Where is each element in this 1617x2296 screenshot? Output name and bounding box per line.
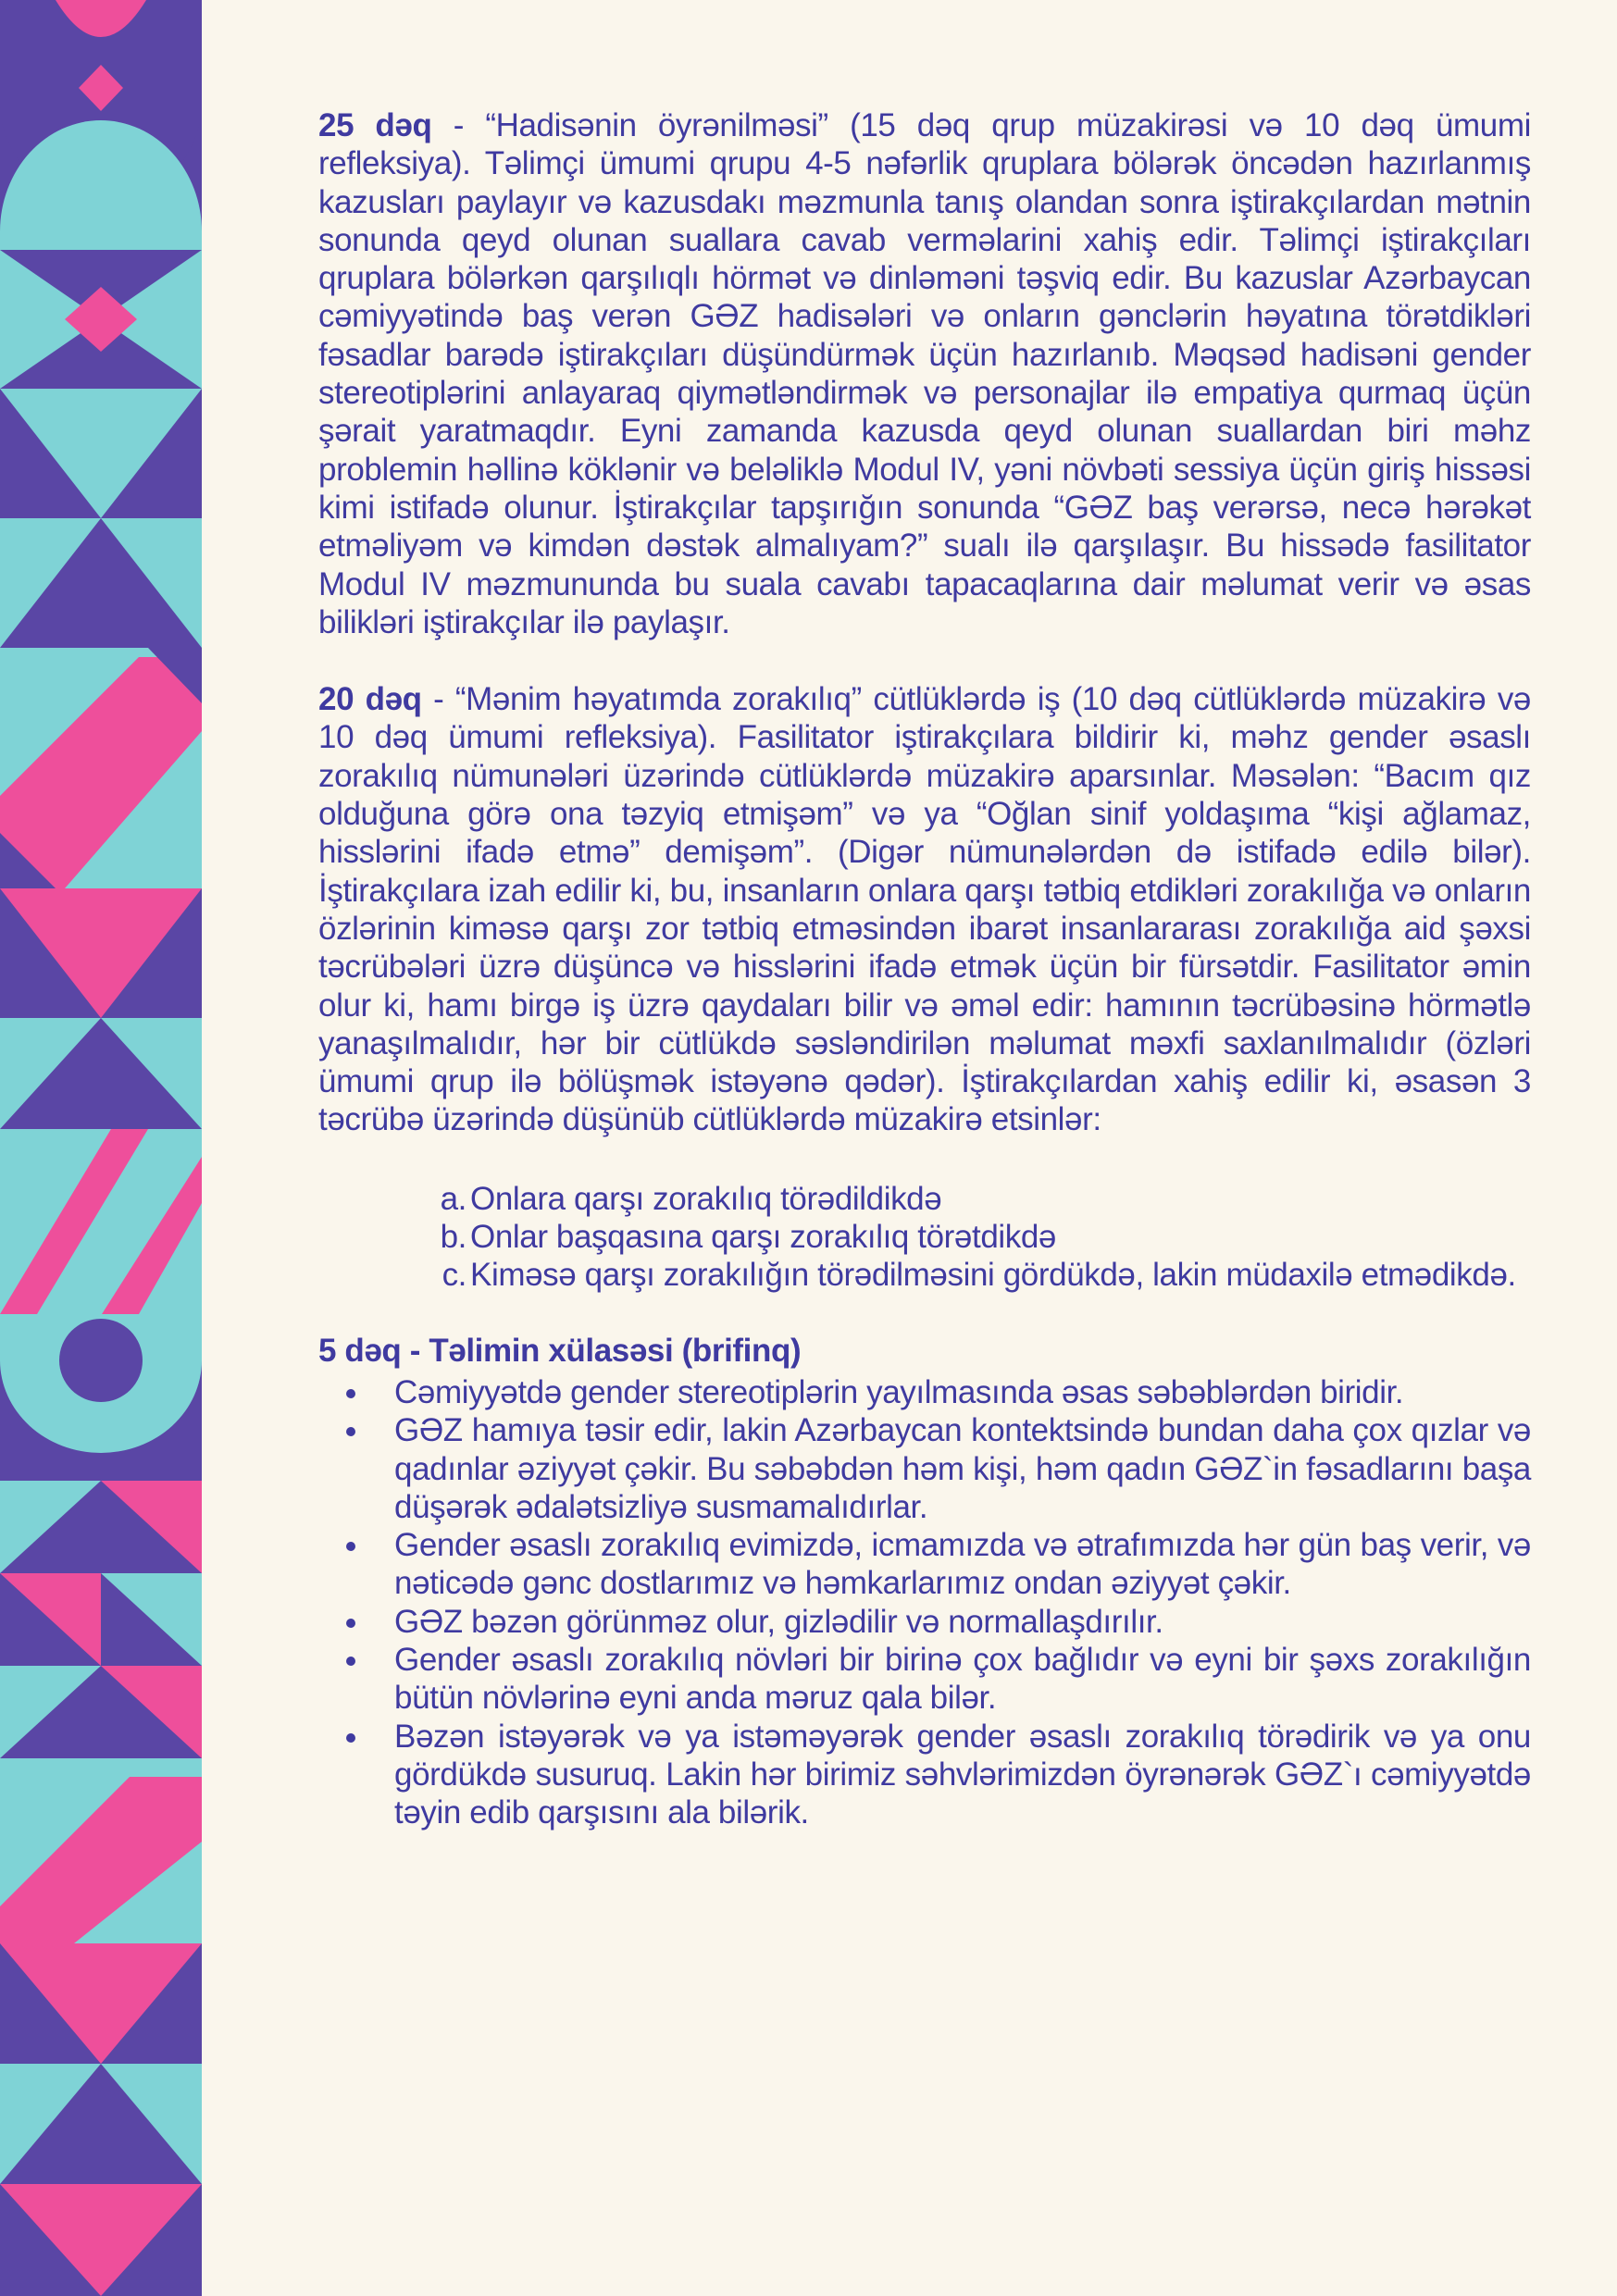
bullet-text: GƏZ hamıya təsir edir, lakin Azərbaycan kontektsində bundan daha çox qızlar və qadınlar əziyyət çəkir. Bu səbəbdən həm kişi, həm qadın GƏZ`in fəsadlarını başa düşərək ədalətsizliyə susmamalıdırlar. (394, 1412, 1531, 1525)
list-item (339, 1411, 1531, 1526)
case-study-paragraph (318, 106, 1531, 641)
pairs-text: - “Mənim həyatımda zorakılıq” cütlüklərdə iş (10 dəq cütlüklərdə müzakirə və 10 dəq ümumi refleksiya). Fasilitator iştirakçılara bildirir ki, məhz gender əsaslı zorakılıq nümunələri üzərində cütlüklərdə müzakirə aparsınlar. Məsələn: “Bacım qız olduğuna görə ona təzyiq etmişəm” və ya “Oğlan sinif yoldaşıma “kişi ağlamaz, hisslərini ifadə etmə” demişəm”. (Digər nümunələrdən də istifadə edilə bilər). İştirakçılara izah edilir ki, bu, insanların onlara qarşı tətbiq etdikləri zorakılığa və onların özlərinin kiməsə qarşı zor tətbiq etməsindən ibarət insanlararası zorakılığa aid şəxsi təcrübələri üzrə düşüncə və hisslərini ifadə etmək üçün bir fürsətdir. Fasilitator əmin olur ki, hamı birgə iş üzrə qaydaları bilir və əməl edir: hamının təcrübəsinə hörmətlə yanaşılmalıdır, hər bir cütlükdə səsləndirilən məlumat məxfi saxlanılmalıdır (özləri ümumi qrup ilə bölüşmək istəyənə qədər). İştirakçılardan xahiş edilir ki, əsasən 3 təcrübə üzərində düşünüb cütlüklərdə müzakirə etsinlər: (318, 681, 1531, 1138)
list-item (437, 1180, 1531, 1218)
bullet-text: Gender əsaslı zorakılıq evimizdə, icmamızda və ətrafımızda hər gün baş verir, və nəticədə gənc dostlarımız və həmkarlarımız ondan əziyyət çəkir. (394, 1527, 1531, 1602)
list-item-text: Onlara qarşı zorakılıq törədildikdə (470, 1180, 942, 1217)
bullet-text: Bəzən istəyərək və ya istəməyərək gender əsaslı zorakılıq törədirik və ya onu gördükdə susuruq. Lakin hər birimiz səhvlərimizdən öyrənərək GƏZ`ı cəmiyyətdə təyin edib qarşısını ala bilərik. (394, 1718, 1531, 1831)
list-marker: b. (440, 1219, 466, 1256)
bullet-icon (339, 1411, 394, 1526)
bullet-text: Cəmiyyətdə gender stereotiplərin yayılmasında əsas səbəblərdən biridir. (394, 1373, 1404, 1410)
list-item (339, 1641, 1531, 1718)
bullet-text: GƏZ bəzən görünməz olur, gizlədilir və normallaşdırılır. (394, 1603, 1163, 1640)
bullet-icon (339, 1603, 394, 1641)
bullet-icon (339, 1373, 394, 1411)
experience-list (318, 1180, 1531, 1295)
bullet-icon (339, 1526, 394, 1603)
list-item-text: Onlar başqasına qarşı zorakılıq törətdikdə (470, 1219, 1056, 1256)
case-study-text: - “Hadisənin öyrənilməsi” (15 dəq qrup müzakirəsi və 10 dəq ümumi refleksiya). Təlimçi ümumi qrupu 4-5 nəfərlik qruplara bölərək öncədən hazırlanmış kazusları paylayır və kazusdakı məzmunla tanış olandan sonra iştirakçılardan mətnin sonunda qeyd olunan suallara cavab verməlarini xahiş edir. Təlimçi iştirakçıları qruplara bölərkən qarşılıqlı hörmət və dinləməni təşviq edir. Bu kazuslar Azərbaycan cəmiyyətində baş verən GƏZ hadisələri və onların gənclərin həyatına törətdikləri fəsadlar barədə iştirakçıları düşündürmək üçün hazırlanıb. Məqsəd hadisəni gender stereotiplərini anlayaraq qiymətləndirmək və personajlar ilə empatiya qurmaq üçün şərait yaratmaqdır. Eyni zamanda kazusda qeyd olunan suallardan biri məhz problemin həllinə köklənir və beləliklə Modul IV, yəni növbəti sessiya üçün giriş hissəsi kimi istifadə olunur. İştirakçılar tapşırığın sonunda “GƏZ baş verərsə, necə hərəkət etməliyəm və kimdən dəstək almalıyam?” sualı ilə qarşılaşır. Bu hissədə fasilitator Modul IV məzmununda bu suala cavabı tapacaqlarına dair məlumat verir və əsas bilikləri iştirakçılar ilə paylaşır. (318, 107, 1531, 640)
list-item-text: Kiməsə qarşı zorakılığın törədilməsini gördükdə, lakin müdaxilə etmədikdə. (470, 1257, 1516, 1294)
pairs-paragraph (318, 680, 1531, 1139)
summary-heading: 5 dəq - Təlimin xülasəsi (brifinq) (318, 1332, 802, 1369)
list-item (339, 1373, 1531, 1411)
list-item (437, 1218, 1531, 1256)
geometric-pattern-icon (0, 0, 202, 2296)
list-item (437, 1256, 1531, 1294)
list-marker: a. (440, 1180, 466, 1217)
main-content (318, 106, 1531, 1831)
bullet-text: Gender əsaslı zorakılıq növləri bir birinə çox bağlıdır və eyni bir şəxs zorakılığın bütün növlərinə eyni anda məruz qala bilər. (394, 1641, 1531, 1717)
bullet-icon (339, 1641, 394, 1718)
case-study-duration: 25 dəq (318, 107, 432, 143)
pairs-duration: 20 dəq (318, 681, 422, 718)
decorative-geometric-band (0, 0, 202, 2296)
bullet-icon (339, 1718, 394, 1832)
summary-bullet-list (318, 1373, 1531, 1832)
list-item (339, 1526, 1531, 1603)
list-marker: c. (442, 1257, 466, 1294)
list-item (339, 1603, 1531, 1641)
list-item (339, 1718, 1531, 1832)
